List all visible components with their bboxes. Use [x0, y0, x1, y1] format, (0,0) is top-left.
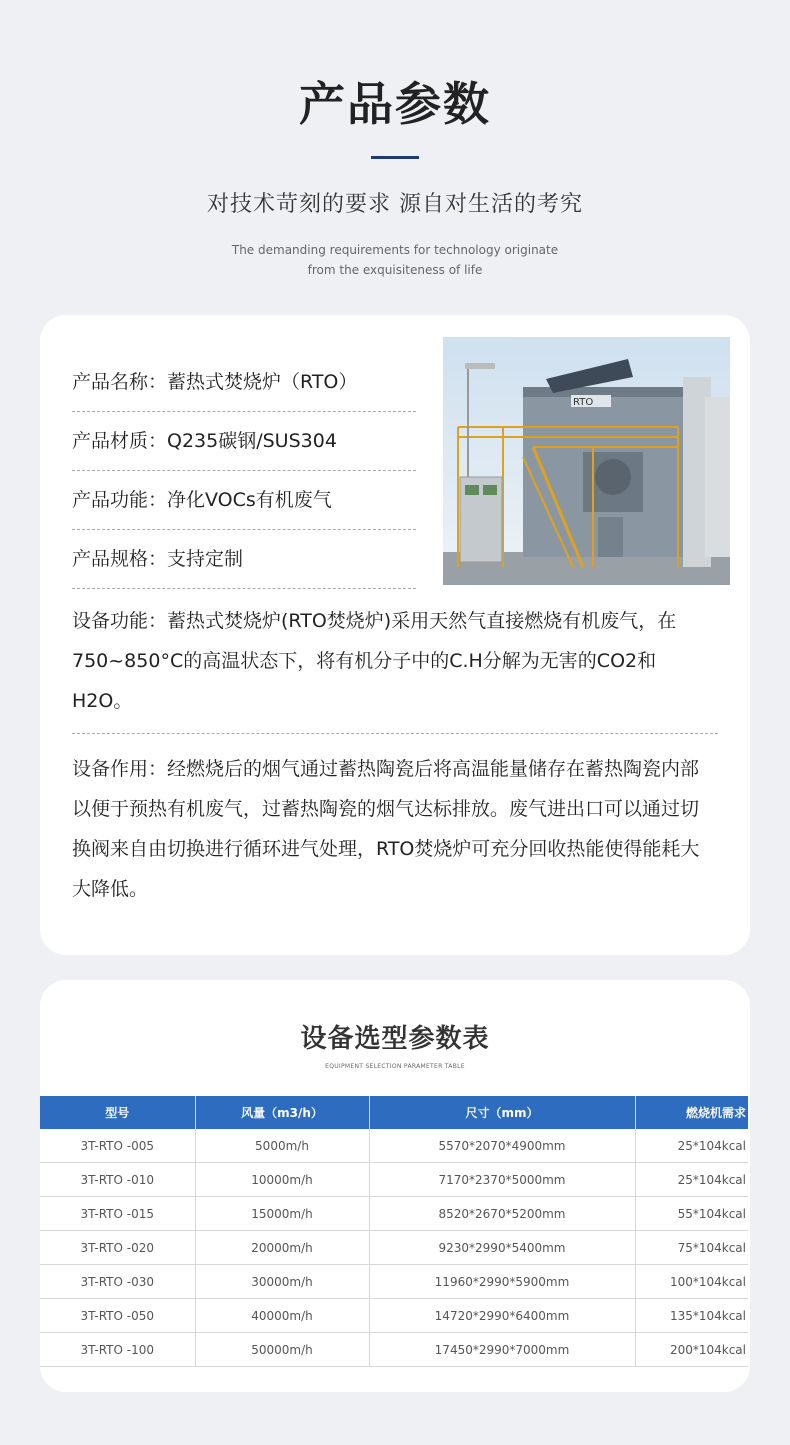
cell-airflow: 10000m/h	[195, 1163, 369, 1197]
header-model: 型号	[40, 1096, 195, 1129]
table-row	[40, 1129, 748, 1163]
cell-dimensions: 14720*2990*6400mm	[369, 1299, 635, 1333]
photo-sign: RTO	[573, 397, 594, 408]
cell-burner: 25*104kcal	[635, 1163, 748, 1197]
table-row	[40, 1333, 748, 1367]
cell-dimensions: 17450*2990*7000mm	[369, 1333, 635, 1367]
parameter-table-card	[40, 980, 750, 1392]
cell-airflow: 20000m/h	[195, 1231, 369, 1265]
cell-burner: 200*104kcal	[635, 1333, 748, 1367]
cell-model: 3T-RTO -050	[40, 1299, 195, 1333]
table-title: 设备选型参数表	[300, 1024, 490, 1054]
effect-paragraph: 设备作用：经燃烧后的烟气通过蓄热陶瓷后将高温能量储存在蓄热陶瓷内部以便于预热有机废气，过蓄热陶瓷的烟气达标排放。废气进出口可以通过切换阀来自由切换进行循环进气处理，RTO焚烧炉可充分回收热能使得能耗大大降低。	[72, 758, 700, 900]
cell-model: 3T-RTO -030	[40, 1265, 195, 1299]
table-row	[40, 1163, 748, 1197]
spec-row-material: 产品材质：Q235碳钢/SUS304	[72, 412, 416, 471]
cell-model: 3T-RTO -005	[40, 1129, 195, 1163]
cell-burner: 135*104kcal	[635, 1299, 748, 1333]
title-underline	[371, 156, 419, 159]
spec-row-function: 产品功能：净化VOCs有机废气	[72, 471, 416, 530]
cell-airflow: 40000m/h	[195, 1299, 369, 1333]
function-paragraph: 设备功能：蓄热式焚烧炉(RTO焚烧炉)采用天然气直接燃烧有机废气，在750~850°C的高温状态下，将有机分子中的C.H分解为无害的CO2和H2O。	[72, 610, 677, 712]
page-title: 产品参数	[299, 77, 491, 131]
header-dimensions: 尺寸（mm）	[369, 1096, 635, 1129]
cell-airflow: 50000m/h	[195, 1333, 369, 1367]
cell-airflow: 5000m/h	[195, 1129, 369, 1163]
cell-dimensions: 5570*2070*4900mm	[369, 1129, 635, 1163]
product-photo	[443, 337, 730, 585]
english-slogan-line-1: The demanding requirements for technology originate	[231, 243, 559, 257]
table-row	[40, 1197, 748, 1231]
cell-burner: 100*104kcal	[635, 1265, 748, 1299]
cell-dimensions: 7170*2370*5000mm	[369, 1163, 635, 1197]
table-subtitle: EQUIPMENT SELECTION PARAMETER TABLE	[325, 1063, 465, 1070]
header-airflow: 风量（m3/h）	[195, 1096, 369, 1129]
cell-burner: 75*104kcal	[635, 1231, 748, 1265]
table-header-row	[40, 1096, 748, 1129]
spec-row-name: 产品名称：蓄热式焚烧炉（RTO）	[72, 353, 416, 412]
cell-dimensions: 8520*2670*5200mm	[369, 1197, 635, 1231]
slogan: 对技术苛刻的要求 源自对生活的考究	[207, 192, 583, 217]
table-row	[40, 1265, 748, 1299]
english-slogan	[0, 240, 790, 280]
cell-airflow: 15000m/h	[195, 1197, 369, 1231]
cell-model: 3T-RTO -010	[40, 1163, 195, 1197]
paragraph-divider	[72, 733, 718, 734]
cell-dimensions: 11960*2990*5900mm	[369, 1265, 635, 1299]
cell-burner: 55*104kcal	[635, 1197, 748, 1231]
cell-model: 3T-RTO -020	[40, 1231, 195, 1265]
cell-burner: 25*104kcal	[635, 1129, 748, 1163]
spec-row-size: 产品规格：支持定制	[72, 530, 416, 589]
cell-model: 3T-RTO -015	[40, 1197, 195, 1231]
table-row	[40, 1231, 748, 1265]
parameter-table	[40, 1096, 748, 1367]
table-row	[40, 1299, 748, 1333]
cell-dimensions: 9230*2990*5400mm	[369, 1231, 635, 1265]
cell-airflow: 30000m/h	[195, 1265, 369, 1299]
header-burner: 燃烧机需求	[635, 1096, 748, 1129]
product-card	[40, 315, 750, 955]
cell-model: 3T-RTO -100	[40, 1333, 195, 1367]
english-slogan-line-2: from the exquisiteness of life	[307, 263, 483, 277]
